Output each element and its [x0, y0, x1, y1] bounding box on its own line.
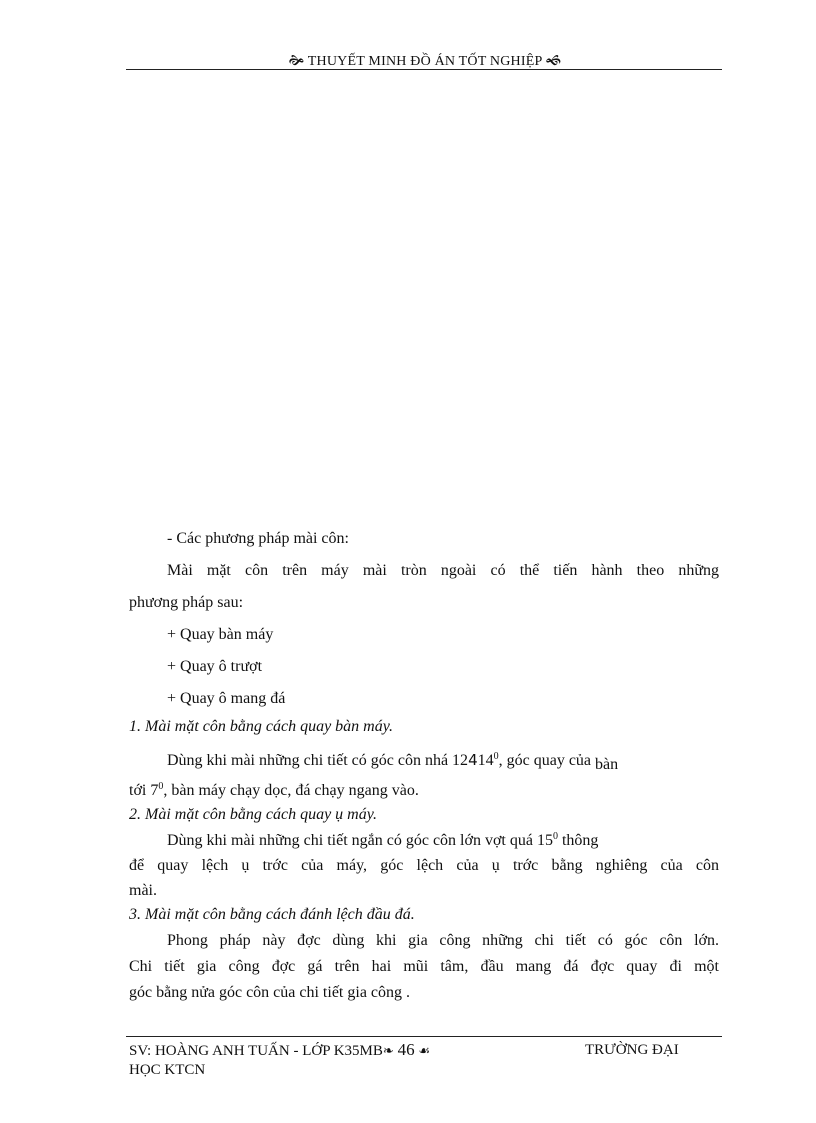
footer-ornament-right-icon: ☙ — [418, 1044, 430, 1059]
intro-line-1: Mài mặt côn trên máy mài tròn ngoài có thể tiến hành theo những — [167, 562, 719, 579]
paragraph-2-line-3: mài. — [129, 882, 157, 899]
method-item-3: + Quay ô mang đá — [167, 690, 286, 707]
method-item-1: + Quay bàn máy — [167, 626, 274, 643]
heading-method-1: 1. Mài mặt côn bằng cách quay bàn máy. — [129, 718, 393, 735]
footer-ornament-left-icon: ❧ — [382, 1044, 394, 1059]
paragraph-2-line-1: Dùng khi mài những chi tiết ngắn có góc côn lớn vợt quá $15^0$ thông — [167, 831, 599, 849]
paragraph-2-line-2: để quay lệch ụ trớc của máy, góc lệch của ụ trớc bằng nghiêng của côn — [129, 857, 719, 874]
header-title: THUYẾT MINH ĐỒ ÁN TỐT NGHIỆP — [307, 54, 542, 69]
footer-school-name: TRƯỜNG ĐẠI — [585, 1042, 679, 1058]
paragraph-1-line-1: Dùng khi mài những chi tiết có góc côn nhá 12414$^0$, góc quay của bàn — [167, 751, 619, 773]
intro-line-2: phương pháp sau: — [129, 594, 244, 611]
footer-student-info: SV: HOÀNG ANH TUẤN - LỚP K35MB — [129, 1043, 383, 1059]
header-ornament-left-icon: 🙞 — [288, 53, 305, 69]
page-footer — [129, 1041, 721, 1079]
paragraph-3-line-3: góc bằng nửa góc côn của chi tiết gia công . — [129, 984, 411, 1001]
section-heading: - Các phương pháp mài côn: — [167, 530, 349, 547]
method-item-2: + Quay ô trượt — [167, 658, 263, 675]
page-header — [128, 50, 722, 74]
heading-method-3: 3. Mài mặt côn bằng cách đánh lệch đầu đá. — [129, 906, 415, 923]
header-ornament-right-icon: 🙜 — [545, 53, 562, 69]
heading-method-2: 2. Mài mặt côn bằng cách quay ụ máy. — [129, 806, 377, 823]
header-rule — [126, 69, 722, 70]
paragraph-3-line-1: Phong pháp này đợc dùng khi gia công những chi tiết có góc côn lớn. — [167, 932, 719, 949]
paragraph-1-line-2: tới $7^0$, bàn máy chạy dọc, đá chạy ngang vào. — [129, 781, 419, 799]
page-number: 46 — [397, 1040, 415, 1059]
paragraph-3-line-2: Chi tiết gia công đợc gá trên hai mũi tâm, đầu mang đá đợc quay đi một — [129, 958, 719, 975]
footer-school-name-continued: HỌC KTCN — [129, 1062, 206, 1078]
footer-rule — [126, 1036, 722, 1037]
document-body — [129, 528, 719, 1004]
